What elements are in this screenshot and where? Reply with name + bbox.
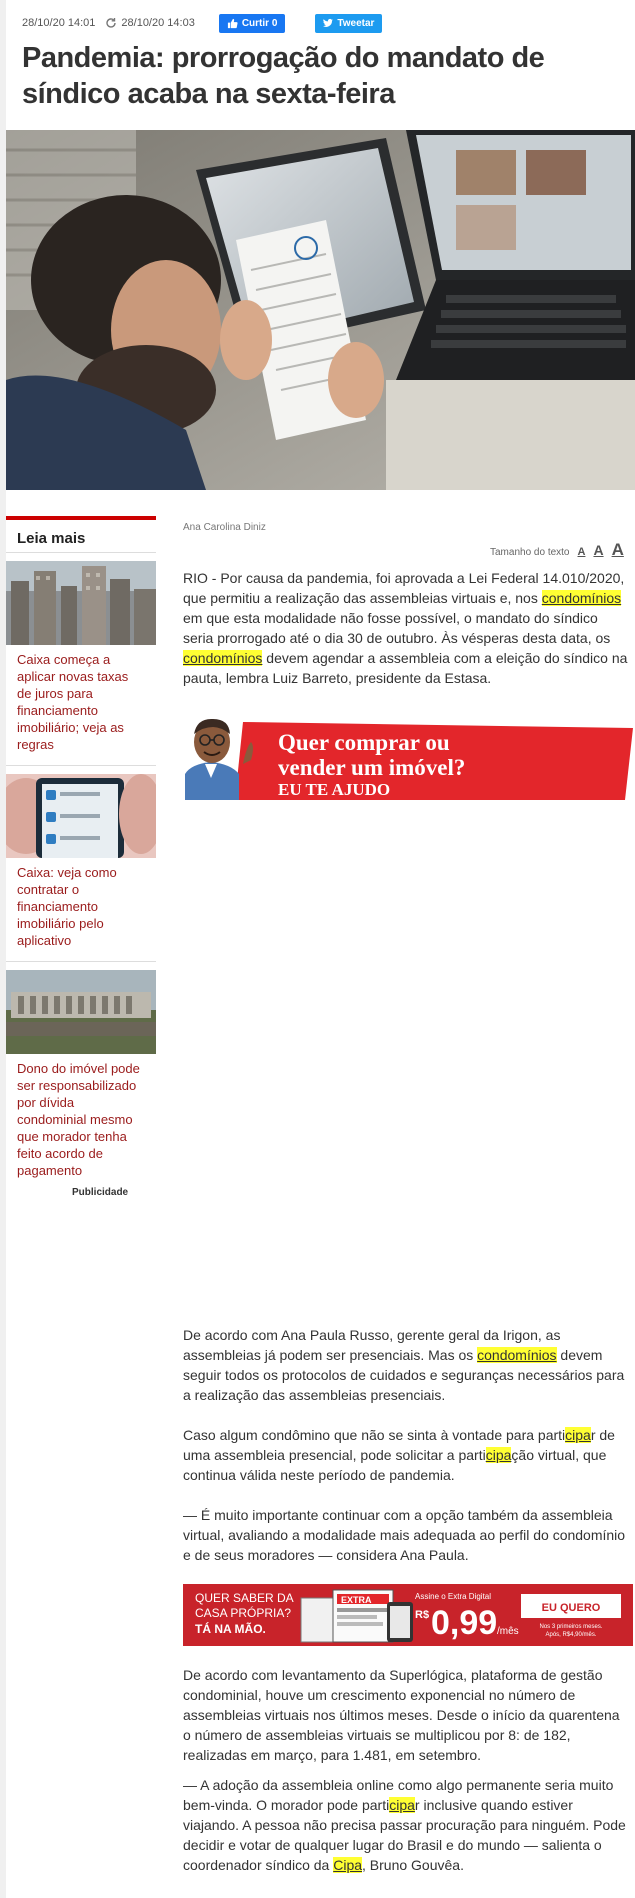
extra-fine-print-1: Nos 3 primeiros meses. — [539, 1624, 603, 1630]
article-paragraph: De acordo com levantamento da Superlógica, plataforma de gestão condominial, houve um crescimento exponencial no número de assembleias virtuais nos últimos meses. Desde o início da quarentena o número de assembleias virtuais se multiplicou por 8: de 182, realizadas em março, para 1.481, em setembro. — [183, 1667, 620, 1763]
related-item[interactable] — [6, 765, 156, 949]
font-size-medium-button[interactable]: A — [593, 542, 604, 558]
twitter-bird-icon — [323, 18, 333, 28]
keyword-link[interactable]: condomínios — [183, 650, 263, 666]
extra-fine-print-2: Após, R$4,90/mês. — [545, 1632, 597, 1638]
article-paragraph: — A adoção da assembleia online como algo permanente seria muito bem-vinda. O morador pode participar inclusive quando estiver viajando. A pessoa não precisa passar procuração para ninguém. Pode decidir e votar de qualquer lugar do Brasil e do mundo — salienta o coordenador síndico da Cipa, Bruno Gouvêa. — [183, 1777, 626, 1873]
published-date: 28/10/20 14:01 — [22, 17, 96, 29]
related-sidebar — [6, 516, 156, 1191]
related-item[interactable] — [6, 961, 156, 1179]
agent-banner-cta: EU TE AJUDO — [278, 780, 391, 799]
font-size-label: Tamanho do texto — [490, 547, 570, 558]
related-item-link[interactable]: Caixa começa a aplicar novas taxas de juros para financiamento imobiliário; veja as regras — [17, 652, 129, 752]
refresh-icon — [105, 17, 117, 29]
real-estate-agent-banner[interactable] — [183, 712, 633, 800]
keyword-link[interactable]: cipa — [565, 1427, 591, 1443]
extra-cta-label[interactable]: EU QUERO — [541, 1602, 601, 1614]
extra-banner-period: /mês — [497, 1626, 519, 1637]
article-author: Ana Carolina Diniz — [183, 522, 266, 533]
agent-banner-line2: vender um imóvel? — [278, 755, 466, 780]
article-paragraph: RIO - Por causa da pandemia, foi aprovada a Lei Federal 14.010/2020, que permitiu a realização das assembleias virtuais e, nos condomínios em que esta modalidade não fosse possível, o mandato do síndico seria prorrogado até o dia 30 de outubro. Às vésperas desta data, os condomínios devem agendar a assembleia com a eleição do síndico na pauta, lembra Luiz Barreto, presidente da Estasa. — [183, 570, 628, 686]
ad-label: Publicidade — [72, 1187, 129, 1198]
article-paragraph: Caso algum condômino que não se sinta à vontade para participar de uma assembleia presencial, pode solicitar a participação virtual, que continua válida neste período de pandemia. — [183, 1427, 615, 1483]
extra-banner-left3: TÁ NA MÃO. — [195, 1622, 266, 1636]
hero-photo — [6, 130, 635, 490]
font-size-small-button[interactable]: A — [577, 546, 586, 558]
tweet-button[interactable] — [315, 14, 382, 33]
extra-digital-banner[interactable] — [183, 1584, 633, 1646]
extra-banner-currency: R$ — [415, 1609, 430, 1621]
extra-banner-left1: QUER SABER DA — [195, 1591, 294, 1605]
related-item-link[interactable]: Dono do imóvel pode ser responsabilizado por dívida condominial mesmo que morador tenha feito acordo de pagamento — [17, 1061, 140, 1178]
agent-banner-line1: Quer comprar ou — [278, 730, 450, 755]
article-paragraph: De acordo com Ana Paula Russo, gerente geral da Irigon, as assembleias já podem ser presenciais. Mas os condomínios devem seguir todos os protocolos de cuidados e seguranças necessários para a realização das assembleias presenciais. — [183, 1327, 625, 1403]
keyword-link[interactable]: cipa — [485, 1447, 512, 1463]
font-size-large-button[interactable]: A — [611, 540, 624, 559]
extra-product-logo: EXTRA — [341, 1595, 372, 1605]
facebook-like-button[interactable] — [219, 14, 286, 33]
article-meta — [22, 12, 382, 34]
related-thumbnail[interactable] — [6, 970, 156, 1054]
article-paragraph: — É muito importante continuar com a opção também da assembleia virtual, avaliando a modalidade mais adequada ao perfil do condomínio e de seus moradores — considera Ana Paula. — [183, 1507, 626, 1563]
related-thumbnail[interactable] — [6, 561, 156, 645]
keyword-link[interactable]: condomínios — [477, 1347, 557, 1363]
font-size-control — [490, 540, 624, 560]
extra-banner-subscribe: Assine o Extra Digital — [415, 1592, 492, 1601]
related-item-link[interactable]: Caixa: veja como contratar o financiamento imobiliário pelo aplicativo — [17, 865, 117, 948]
keyword-link[interactable]: cipa — [389, 1797, 415, 1813]
tweet-label: Tweetar — [337, 17, 375, 29]
related-thumbnail[interactable] — [6, 774, 156, 858]
thumbs-up-icon — [227, 18, 238, 29]
extra-banner-left2: CASA PRÓPRIA? — [195, 1606, 292, 1620]
extra-banner-price: 0,99 — [431, 1604, 498, 1642]
sidebar-accent-bar — [6, 516, 156, 520]
keyword-link[interactable]: condomínios — [541, 590, 622, 606]
keyword-link[interactable]: Cipa — [333, 1857, 363, 1873]
sidebar-heading: Leia mais — [17, 530, 86, 547]
related-item[interactable] — [6, 552, 156, 753]
article-title: Pandemia: prorrogação do mandato de síndico acaba na sexta-feira — [22, 42, 545, 110]
like-label: Curtir 0 — [241, 17, 278, 29]
updated-date: 28/10/20 14:03 — [121, 17, 195, 29]
